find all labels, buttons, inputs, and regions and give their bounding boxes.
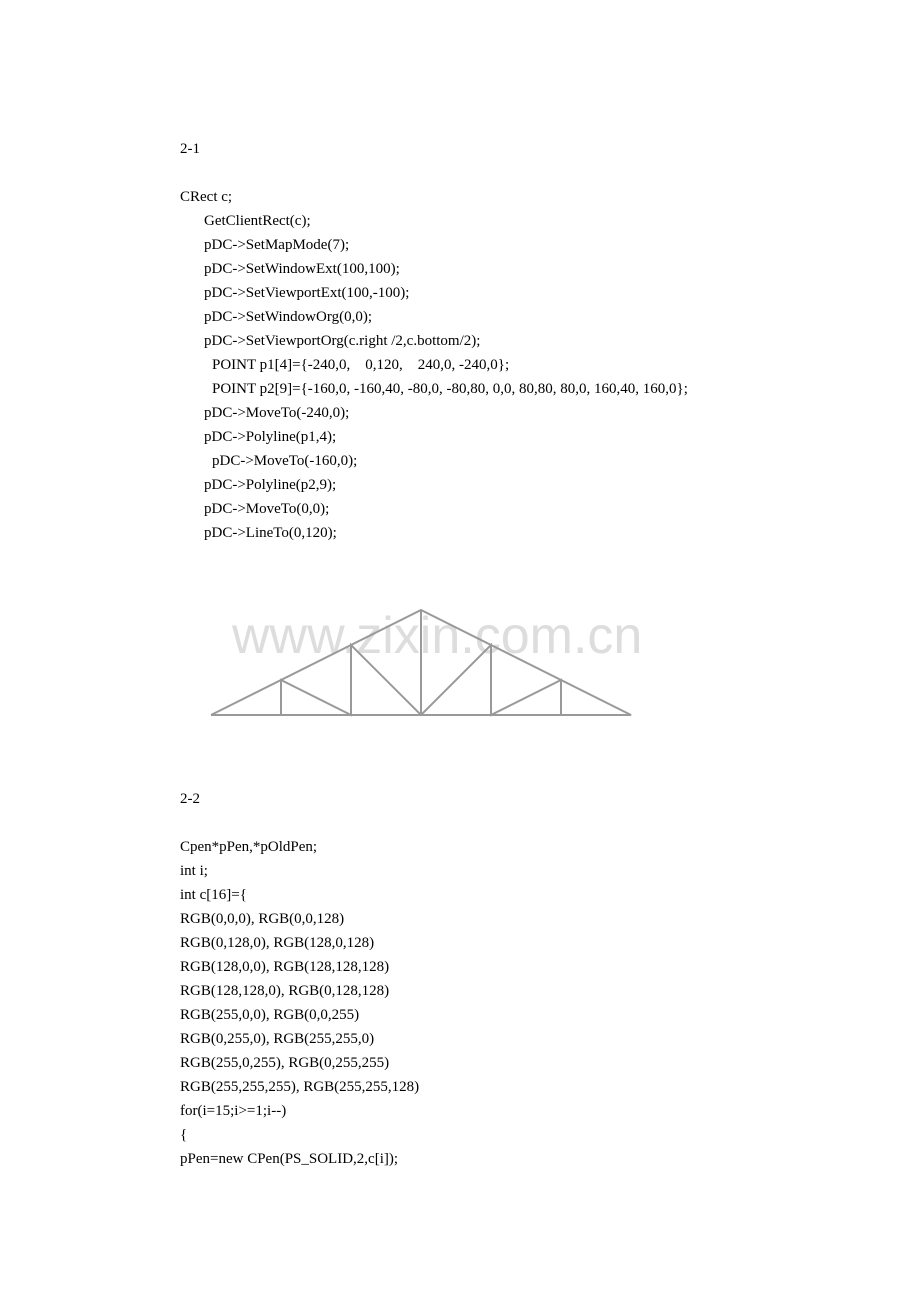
code-line: pDC->Polyline(p2,9); [204, 477, 337, 493]
code-line: RGB(128,0,0), RGB(128,128,128) [180, 959, 390, 975]
code-line: pDC->SetWindowExt(100,100); [204, 261, 400, 277]
code-line: RGB(255,0,0), RGB(0,0,255) [180, 1007, 360, 1023]
section-heading-2-2: 2-2 [180, 791, 200, 807]
code-line: pDC->MoveTo(0,0); [204, 501, 330, 517]
code-line: Cpen*pPen,*pOldPen; [180, 839, 318, 855]
code-line: pDC->Polyline(p1,4); [204, 429, 337, 445]
code-line: for(i=15;i>=1;i--) [180, 1103, 287, 1119]
code-line: GetClientRect(c); [204, 213, 311, 229]
code-line: pDC->SetMapMode(7); [204, 237, 350, 253]
code-line: RGB(0,0,0), RGB(0,0,128) [180, 911, 345, 927]
code-line: pDC->SetViewportExt(100,-100); [204, 285, 410, 301]
code-line: int c[16]={ [180, 887, 247, 903]
code-line: RGB(0,128,0), RGB(128,0,128) [180, 935, 375, 951]
code-line: pDC->SetWindowOrg(0,0); [204, 309, 372, 325]
code-line: pPen=new CPen(PS_SOLID,2,c[i]); [180, 1151, 399, 1167]
code-line: RGB(255,0,255), RGB(0,255,255) [180, 1055, 390, 1071]
code-line: CRect c; [180, 189, 233, 205]
watermark: www.zixin.com.cn [232, 607, 643, 665]
code-line: pDC->LineTo(0,120); [204, 525, 337, 541]
code-line: pDC->MoveTo(-160,0); [212, 453, 358, 469]
code-line: RGB(255,255,255), RGB(255,255,128) [180, 1079, 420, 1095]
code-line: POINT p2[9]={-160,0, -160,40, -80,0, -80,80, 0,0, 80,80, 80,0, 160,40, 160,0}; [212, 381, 688, 397]
code-line: pDC->SetViewportOrg(c.right /2,c.bottom/2); [204, 333, 481, 349]
code-line: RGB(128,128,0), RGB(0,128,128) [180, 983, 390, 999]
code-line: RGB(0,255,0), RGB(255,255,0) [180, 1031, 375, 1047]
code-line: pDC->MoveTo(-240,0); [204, 405, 350, 421]
code-line: int i; [180, 863, 208, 879]
code-line: { [180, 1127, 188, 1143]
code-line: POINT p1[4]={-240,0, 0,120, 240,0, -240,0}; [212, 357, 510, 373]
section-heading-2-1: 2-1 [180, 141, 200, 157]
